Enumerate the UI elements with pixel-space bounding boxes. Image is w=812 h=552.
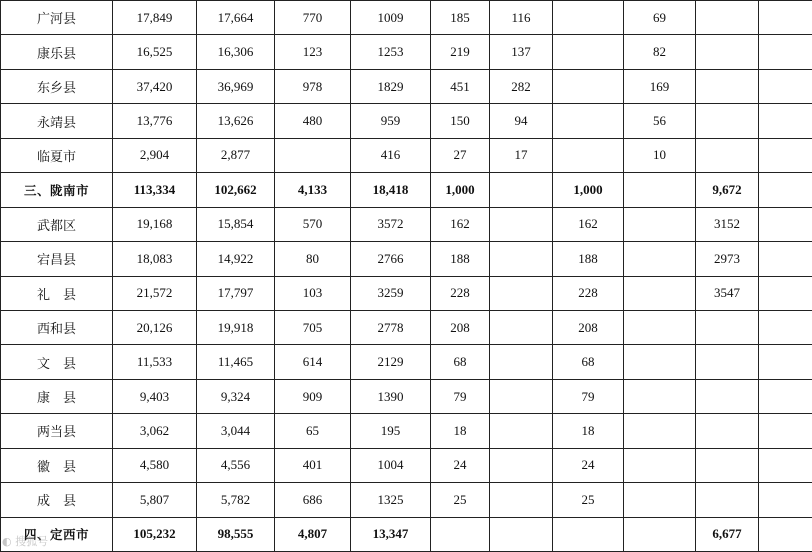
value-cell — [624, 379, 696, 413]
table-row — [1, 483, 812, 517]
value-cell: 228 — [431, 276, 490, 310]
region-name-cell: 临夏市 — [1, 138, 113, 172]
table-row — [1, 138, 812, 172]
value-cell — [624, 242, 696, 276]
region-name-cell: 西和县 — [1, 310, 113, 344]
value-cell: 3547 — [696, 276, 759, 310]
value-cell: 2,904 — [113, 138, 197, 172]
value-cell — [490, 483, 553, 517]
value-cell: 3152 — [696, 207, 759, 241]
value-cell: 21,572 — [113, 276, 197, 310]
table-row — [1, 104, 812, 138]
value-cell: 150 — [431, 104, 490, 138]
value-cell — [759, 483, 812, 517]
table-row — [1, 207, 812, 241]
value-cell: 416 — [351, 138, 431, 172]
value-cell: 6,677 — [696, 517, 759, 551]
value-cell: 228 — [553, 276, 624, 310]
value-cell — [624, 517, 696, 551]
value-cell: 705 — [275, 310, 351, 344]
value-cell: 219 — [431, 35, 490, 69]
value-cell — [624, 448, 696, 482]
value-cell — [696, 1, 759, 35]
value-cell: 68 — [553, 345, 624, 379]
value-cell: 188 — [553, 242, 624, 276]
region-name-cell: 康 县 — [1, 379, 113, 413]
table-row — [1, 69, 812, 103]
value-cell — [696, 379, 759, 413]
value-cell: 1,000 — [431, 173, 490, 207]
table-row — [1, 310, 812, 344]
value-cell — [696, 483, 759, 517]
value-cell — [696, 35, 759, 69]
value-cell — [759, 448, 812, 482]
value-cell: 17 — [490, 138, 553, 172]
value-cell: 4,133 — [275, 173, 351, 207]
value-cell: 11,533 — [113, 345, 197, 379]
value-cell: 2,877 — [197, 138, 275, 172]
region-name-cell: 东乡县 — [1, 69, 113, 103]
value-cell: 2973 — [696, 242, 759, 276]
value-cell: 13,347 — [351, 517, 431, 551]
value-cell — [759, 35, 812, 69]
value-cell: 9,324 — [197, 379, 275, 413]
value-cell: 18,083 — [113, 242, 197, 276]
subtotal-row — [1, 517, 812, 551]
value-cell — [553, 35, 624, 69]
value-cell — [624, 207, 696, 241]
value-cell: 11,465 — [197, 345, 275, 379]
value-cell — [624, 483, 696, 517]
region-name-cell: 成 县 — [1, 483, 113, 517]
value-cell: 4,580 — [113, 448, 197, 482]
value-cell — [759, 517, 812, 551]
region-name-cell: 三、陇南市 — [1, 173, 113, 207]
value-cell: 105,232 — [113, 517, 197, 551]
value-cell — [759, 242, 812, 276]
value-cell: 3,044 — [197, 414, 275, 448]
value-cell — [624, 414, 696, 448]
value-cell: 65 — [275, 414, 351, 448]
value-cell: 282 — [490, 69, 553, 103]
value-cell: 169 — [624, 69, 696, 103]
value-cell — [696, 310, 759, 344]
region-name-cell: 四、定西市 — [1, 517, 113, 551]
region-name-cell: 宕昌县 — [1, 242, 113, 276]
value-cell: 5,782 — [197, 483, 275, 517]
value-cell: 19,168 — [113, 207, 197, 241]
value-cell: 5,807 — [113, 483, 197, 517]
table-row — [1, 345, 812, 379]
value-cell: 570 — [275, 207, 351, 241]
value-cell: 18 — [431, 414, 490, 448]
value-cell — [490, 517, 553, 551]
value-cell: 1390 — [351, 379, 431, 413]
value-cell — [490, 276, 553, 310]
value-cell — [624, 276, 696, 310]
value-cell — [490, 207, 553, 241]
value-cell — [759, 173, 812, 207]
value-cell: 116 — [490, 1, 553, 35]
value-cell — [490, 379, 553, 413]
value-cell — [759, 69, 812, 103]
value-cell: 185 — [431, 1, 490, 35]
value-cell: 24 — [431, 448, 490, 482]
value-cell: 9,403 — [113, 379, 197, 413]
value-cell: 13,776 — [113, 104, 197, 138]
table-row — [1, 414, 812, 448]
value-cell: 69 — [624, 1, 696, 35]
value-cell: 16,306 — [197, 35, 275, 69]
value-cell: 102,662 — [197, 173, 275, 207]
value-cell: 3,062 — [113, 414, 197, 448]
value-cell: 9,672 — [696, 173, 759, 207]
region-name-cell: 礼 县 — [1, 276, 113, 310]
value-cell: 79 — [431, 379, 490, 413]
value-cell: 1829 — [351, 69, 431, 103]
value-cell: 195 — [351, 414, 431, 448]
table-row — [1, 242, 812, 276]
value-cell: 25 — [553, 483, 624, 517]
region-name-cell: 武都区 — [1, 207, 113, 241]
value-cell — [490, 173, 553, 207]
value-cell: 18,418 — [351, 173, 431, 207]
value-cell: 978 — [275, 69, 351, 103]
value-cell — [696, 345, 759, 379]
value-cell: 3572 — [351, 207, 431, 241]
value-cell: 1004 — [351, 448, 431, 482]
value-cell: 4,807 — [275, 517, 351, 551]
value-cell — [431, 517, 490, 551]
value-cell: 686 — [275, 483, 351, 517]
value-cell — [553, 138, 624, 172]
subtotal-row — [1, 173, 812, 207]
value-cell: 24 — [553, 448, 624, 482]
region-name-cell: 永靖县 — [1, 104, 113, 138]
value-cell: 162 — [553, 207, 624, 241]
value-cell: 1325 — [351, 483, 431, 517]
value-cell: 80 — [275, 242, 351, 276]
value-cell: 188 — [431, 242, 490, 276]
region-name-cell: 康乐县 — [1, 35, 113, 69]
value-cell: 959 — [351, 104, 431, 138]
value-cell: 56 — [624, 104, 696, 138]
value-cell — [490, 345, 553, 379]
value-cell: 123 — [275, 35, 351, 69]
value-cell — [696, 104, 759, 138]
value-cell — [624, 345, 696, 379]
value-cell: 2129 — [351, 345, 431, 379]
table-row — [1, 276, 812, 310]
value-cell: 17,797 — [197, 276, 275, 310]
value-cell: 1009 — [351, 1, 431, 35]
value-cell: 162 — [431, 207, 490, 241]
value-cell: 16,525 — [113, 35, 197, 69]
value-cell — [759, 379, 812, 413]
value-cell — [490, 242, 553, 276]
value-cell: 909 — [275, 379, 351, 413]
region-name-cell: 徽 县 — [1, 448, 113, 482]
value-cell — [490, 448, 553, 482]
value-cell — [696, 138, 759, 172]
value-cell: 1,000 — [553, 173, 624, 207]
value-cell: 82 — [624, 35, 696, 69]
value-cell: 98,555 — [197, 517, 275, 551]
value-cell: 208 — [553, 310, 624, 344]
region-name-cell: 广河县 — [1, 1, 113, 35]
value-cell: 1253 — [351, 35, 431, 69]
value-cell — [553, 69, 624, 103]
value-cell — [759, 276, 812, 310]
value-cell — [696, 69, 759, 103]
value-cell: 2766 — [351, 242, 431, 276]
value-cell: 770 — [275, 1, 351, 35]
value-cell: 13,626 — [197, 104, 275, 138]
value-cell — [553, 104, 624, 138]
value-cell — [696, 448, 759, 482]
value-cell: 37,420 — [113, 69, 197, 103]
region-name-cell: 两当县 — [1, 414, 113, 448]
table-body — [1, 1, 812, 552]
value-cell — [553, 517, 624, 551]
value-cell: 15,854 — [197, 207, 275, 241]
value-cell: 36,969 — [197, 69, 275, 103]
value-cell: 451 — [431, 69, 490, 103]
value-cell: 68 — [431, 345, 490, 379]
value-cell — [759, 1, 812, 35]
value-cell — [553, 1, 624, 35]
value-cell — [696, 414, 759, 448]
value-cell — [490, 310, 553, 344]
value-cell: 17,849 — [113, 1, 197, 35]
value-cell — [759, 138, 812, 172]
value-cell: 4,556 — [197, 448, 275, 482]
value-cell: 480 — [275, 104, 351, 138]
value-cell: 18 — [553, 414, 624, 448]
value-cell: 208 — [431, 310, 490, 344]
table-row — [1, 1, 812, 35]
value-cell — [490, 414, 553, 448]
value-cell: 3259 — [351, 276, 431, 310]
table-row — [1, 448, 812, 482]
value-cell: 25 — [431, 483, 490, 517]
value-cell: 113,334 — [113, 173, 197, 207]
watermark-logo: ◐ 搜狐号 — [2, 533, 48, 549]
value-cell: 19,918 — [197, 310, 275, 344]
value-cell — [275, 138, 351, 172]
value-cell: 14,922 — [197, 242, 275, 276]
value-cell: 401 — [275, 448, 351, 482]
value-cell: 94 — [490, 104, 553, 138]
value-cell — [759, 207, 812, 241]
value-cell — [759, 414, 812, 448]
value-cell: 79 — [553, 379, 624, 413]
value-cell: 17,664 — [197, 1, 275, 35]
value-cell: 2778 — [351, 310, 431, 344]
table-row — [1, 35, 812, 69]
value-cell — [624, 310, 696, 344]
value-cell: 103 — [275, 276, 351, 310]
region-name-cell: 文 县 — [1, 345, 113, 379]
value-cell — [759, 104, 812, 138]
value-cell — [624, 173, 696, 207]
value-cell — [759, 310, 812, 344]
value-cell — [759, 345, 812, 379]
value-cell: 137 — [490, 35, 553, 69]
value-cell: 20,126 — [113, 310, 197, 344]
value-cell: 27 — [431, 138, 490, 172]
value-cell: 614 — [275, 345, 351, 379]
value-cell: 10 — [624, 138, 696, 172]
table-row — [1, 379, 812, 413]
